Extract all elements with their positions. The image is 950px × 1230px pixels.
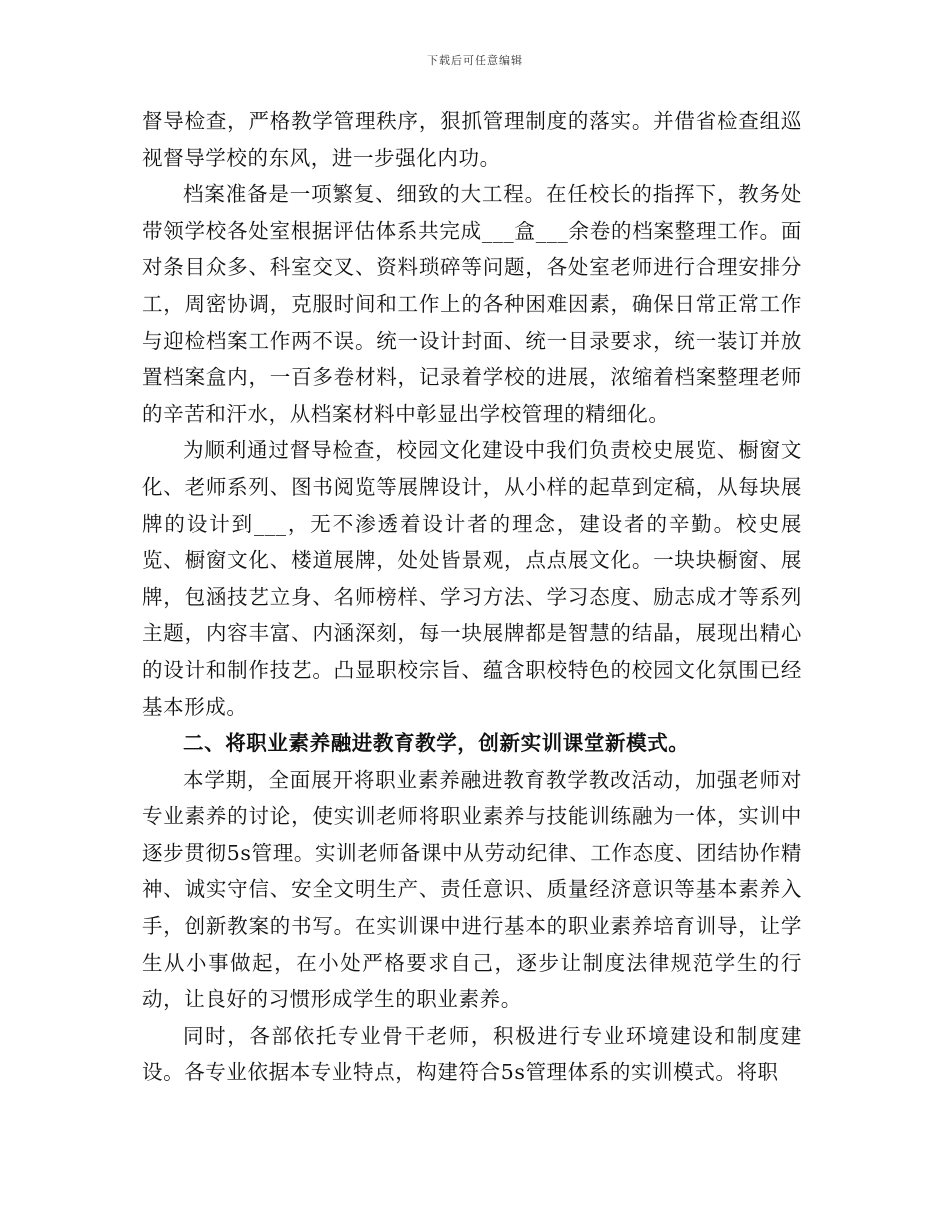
page-header: 下载后可任意编辑 (427, 54, 523, 67)
document-body (142, 103, 802, 1091)
paragraph-professional-literacy: 本学期，全面展开将职业素养融进教育教学教改活动，加强老师对专业素养的讨论，使实训老师将职业素养与技能训练融为一体，实训中逐步贯彻5s管理。实训老师备课中从劳动纪律、工作态度、团结协作精神、诚实守信、安全文明生产、责任意识、质量经济意识等基本素养入手，创新教案的书写。在实训课中进行基本的职业素养培育训导，让学生从小事做起，在小处严格要求自己，逐步让制度法律规范学生的行动，让良好的习惯形成学生的职业素养。 (142, 767, 802, 1012)
paragraph-environment-building: 同时，各部依托专业骨干老师，积极进行专业环境建设和制度建设。各专业依据本专业特点，构建符合5s管理体系的实训模式。将职 (142, 1023, 802, 1085)
paragraph-campus-culture: 为顺利通过督导检查，校园文化建设中我们负责校史展览、橱窗文化、老师系列、图书阅览等展牌设计，从小样的起草到定稿，从每块展牌的设计到___，无不渗透着设计者的理念，建设者的辛勤。校史展览、橱窗文化、楼道展牌，处处皆景观，点点展文化。一块块橱窗、展牌，包涵技艺立身、名师榜样、学习方法、学习态度、励志成才等系列主题，内容丰富、内涵深刻，每一块展牌都是智慧的结晶，展现出精心的设计和制作技艺。凸显职校宗旨、蕴含职校特色的校园文化氛围已经基本形成。 (142, 438, 802, 719)
paragraph-continued: 督导检查，严格教学管理秩序，狠抓管理制度的落实。并借省检查组巡视督导学校的东风，进一步强化内功。 (142, 109, 802, 170)
paragraph-archive-preparation: 档案准备是一项繁复、细致的大工程。在任校长的指挥下，教务处带领学校各处室根据评估体系共完成___盒___余卷的档案整理工作。面对条目众多、科室交叉、资料琐碎等问题，各处室老师进行合理安排分工，周密协调，克服时间和工作上的各种困难因素，确保日常正常工作与迎检档案工作两不误。统一设计封面、统一目录要求，统一装订并放置档案盒内，一百多卷材料，记录着学校的进展，浓缩着档案整理老师的辛苦和汗水，从档案材料中彰显出学校管理的精细化。 (142, 182, 802, 426)
section-heading: 二、将职业素养融进教育教学，创新实训课堂新模式。 (183, 731, 690, 756)
